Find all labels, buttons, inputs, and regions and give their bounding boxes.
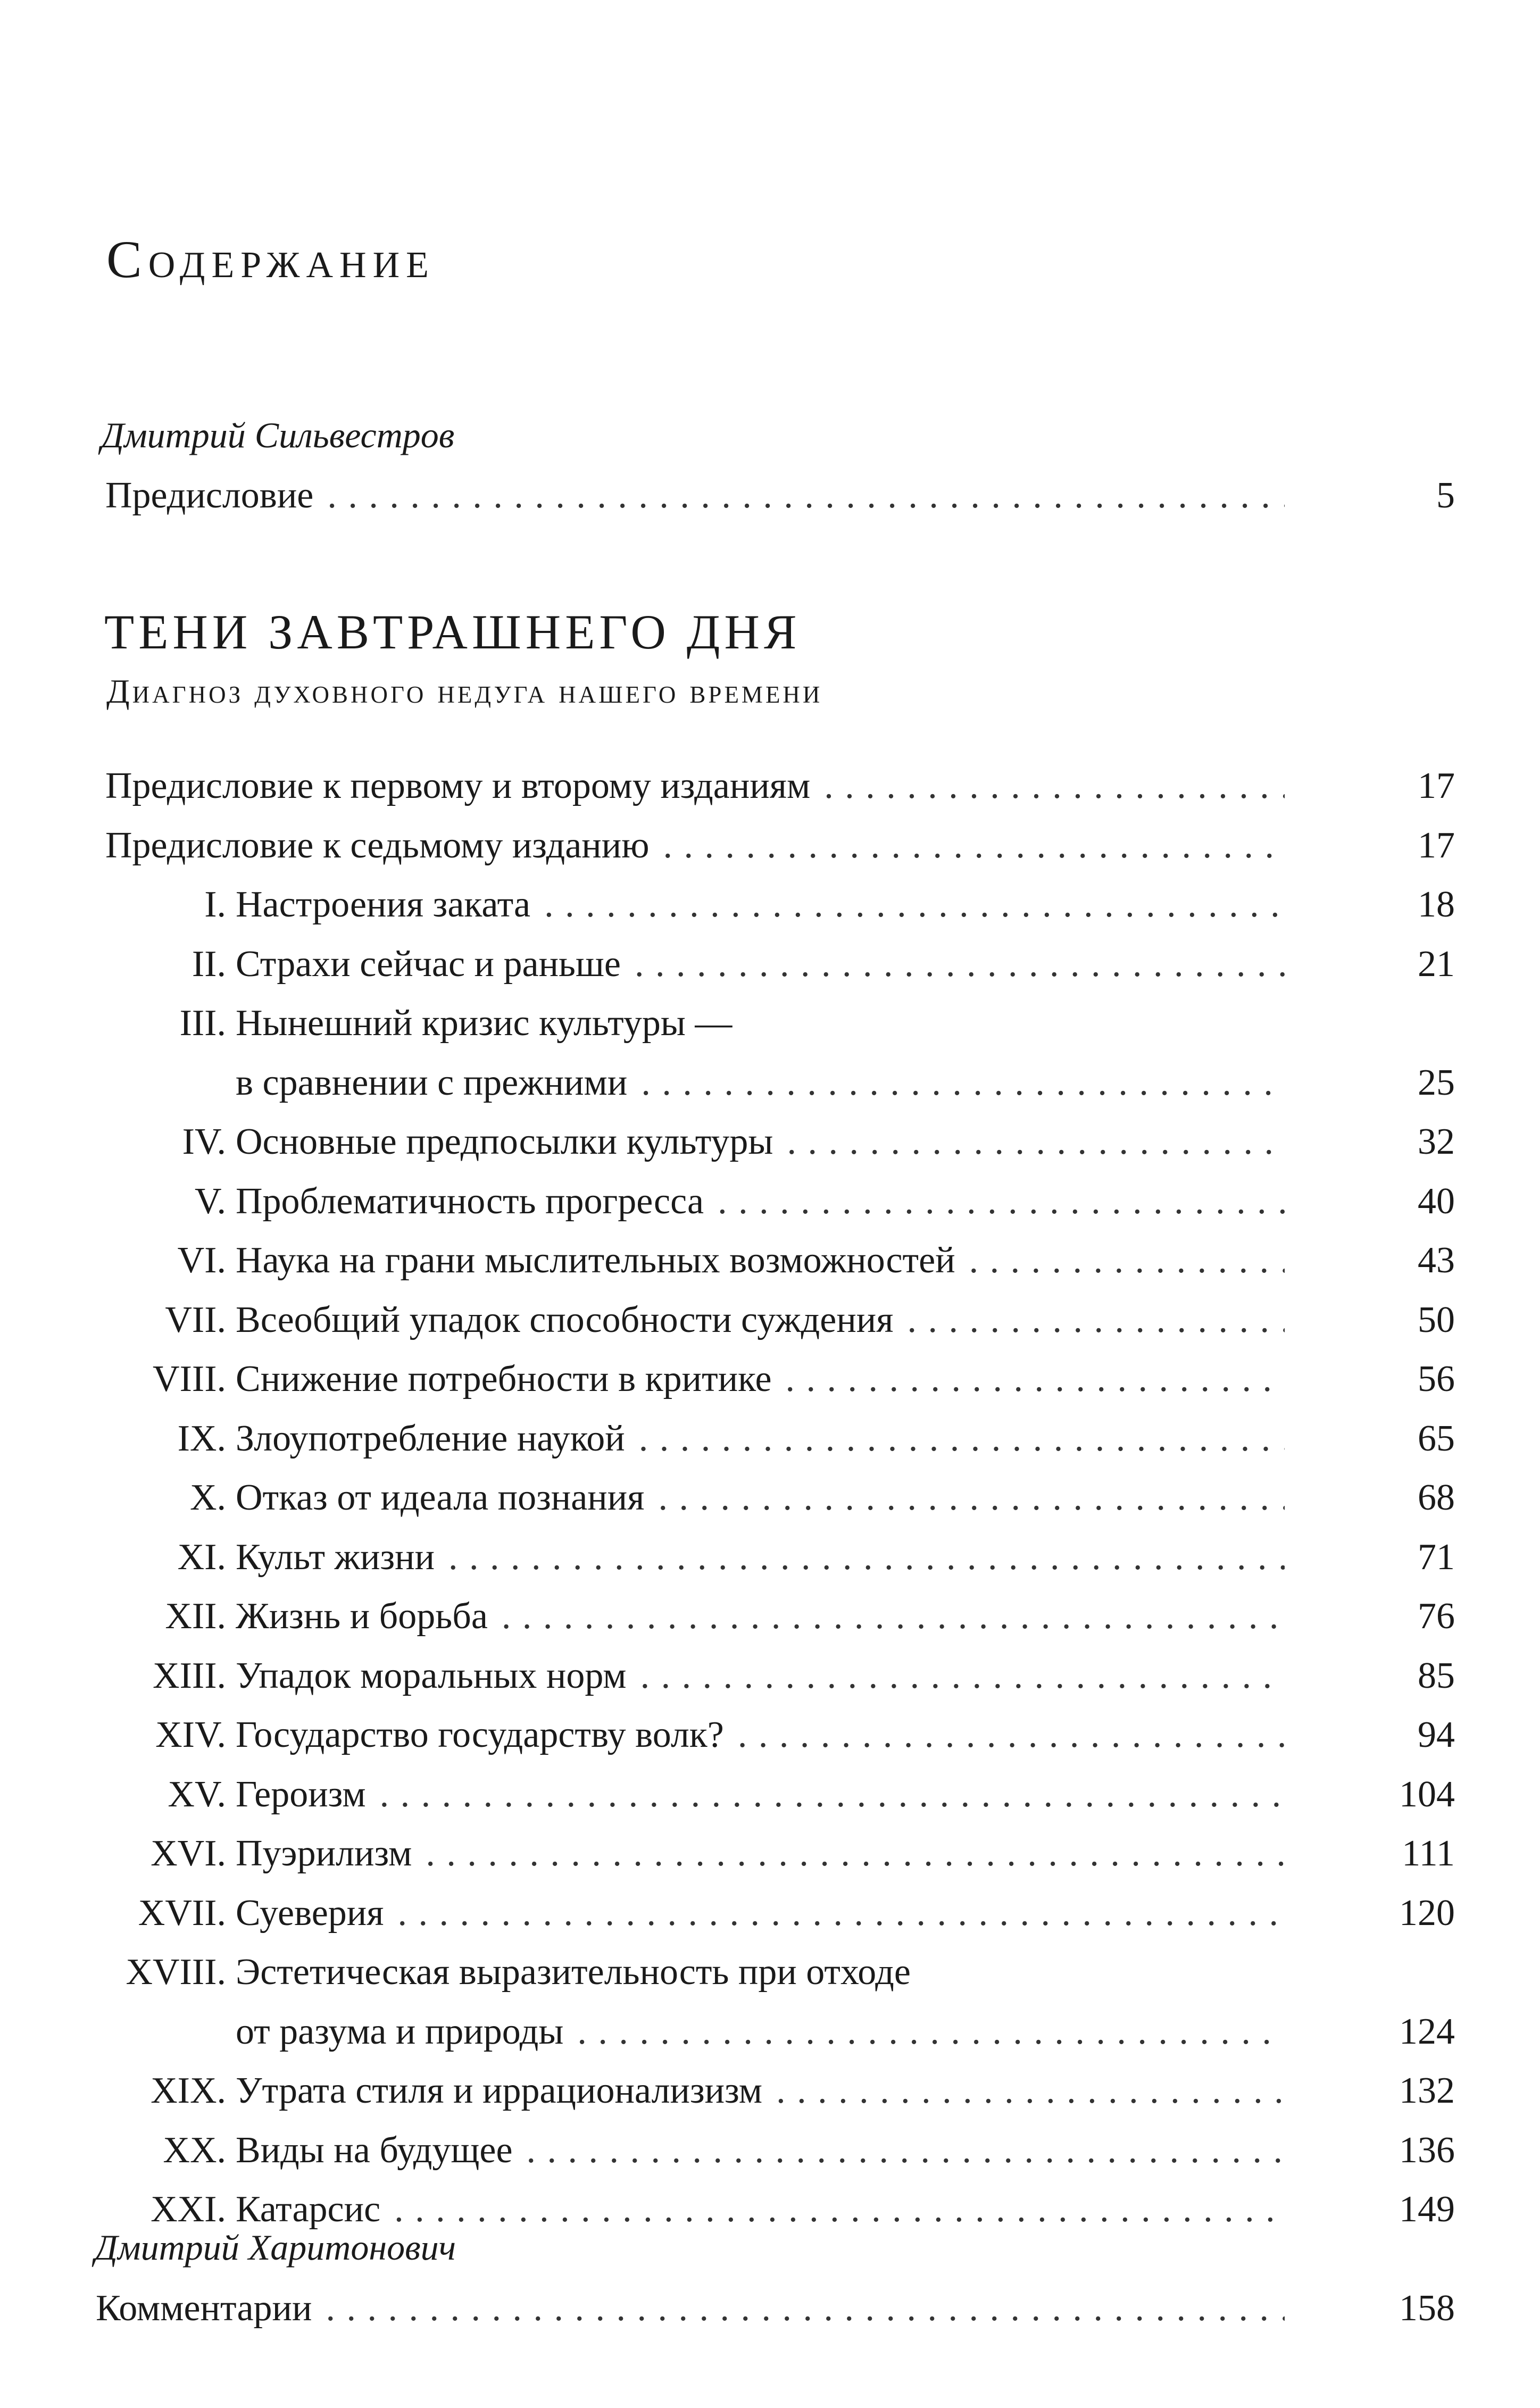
toc-entry[interactable]	[96, 1946, 1455, 1999]
toc-entry-page: 158	[1399, 2288, 1455, 2329]
toc-entry[interactable]	[96, 1827, 1455, 1880]
dot-leader	[656, 819, 1285, 872]
toc-entry-title: Утрата стиля и иррационализизм	[236, 2070, 763, 2111]
dot-leader	[633, 1649, 1285, 1703]
dot-leader	[372, 1768, 1285, 1821]
toc-entry-title: Предисловие к первому и второму изданиям	[105, 765, 811, 806]
toc-entry-title: Упадок моральных норм	[236, 1655, 627, 1696]
toc-entry-title: Всеобщий упадок способности суждения	[236, 1299, 894, 1340]
toc-entry[interactable]	[96, 938, 1455, 991]
dot-leader	[778, 1353, 1285, 1406]
chapter-number: XII.	[165, 1596, 226, 1637]
toc-entry-page: 94	[1418, 1714, 1455, 1755]
chapter-number: XVII.	[138, 1893, 226, 1934]
toc-entry[interactable]	[96, 1471, 1455, 1524]
section-subtitle: Диагноз духовного недуга нашего времени	[106, 672, 823, 710]
toc-entry-page: 21	[1418, 944, 1455, 985]
dot-leader	[962, 1234, 1285, 1287]
commentary-author: Дмитрий Харитонович	[95, 2227, 456, 2268]
dot-leader	[730, 1709, 1285, 1762]
toc-entry[interactable]	[105, 819, 1455, 872]
dot-leader	[900, 1294, 1285, 1347]
chapter-number: XX.	[163, 2130, 226, 2171]
toc-entry-title: Эстетическая выразительность при отходе	[236, 1952, 911, 1993]
toc-entry-page: 50	[1418, 1299, 1455, 1340]
toc-entry[interactable]	[96, 1234, 1455, 1287]
toc-entry-page: 104	[1399, 1774, 1455, 1815]
toc-entry-page: 65	[1418, 1418, 1455, 1459]
chapter-number: IV.	[182, 1121, 226, 1162]
chapter-number: VI.	[177, 1240, 226, 1281]
toc-entry-title: Пуэрилизм	[236, 1833, 412, 1874]
chapter-number: XIX.	[151, 2070, 226, 2111]
dot-leader	[651, 1471, 1285, 1524]
dot-leader	[418, 1827, 1285, 1880]
chapter-number: I.	[204, 884, 226, 925]
toc-entry-title: Проблематичность прогресса	[236, 1181, 704, 1222]
dot-leader	[634, 1056, 1285, 1110]
toc-entry[interactable]	[96, 1531, 1455, 1584]
toc-entry[interactable]	[96, 2064, 1455, 2118]
toc-entry-title: Основные предпосылки культуры	[236, 1121, 773, 1162]
toc-entry-page: 43	[1418, 1240, 1455, 1281]
toc-entry[interactable]	[96, 1887, 1455, 1940]
toc-entry-page: 17	[1418, 825, 1455, 866]
toc-entry[interactable]	[96, 2124, 1455, 2177]
toc-entry-title: Государство государству волк?	[236, 1714, 724, 1755]
toc-entry-title: Культ жизни	[236, 1537, 435, 1578]
toc-entry[interactable]	[96, 1294, 1455, 1347]
toc-entry-page: 40	[1418, 1181, 1455, 1222]
toc-entry-title: Предисловие к седьмому изданию	[105, 825, 650, 866]
toc-entry[interactable]	[96, 997, 1455, 1050]
chapter-number: IX.	[177, 1418, 226, 1459]
toc-entry-page: 120	[1399, 1893, 1455, 1934]
toc-entry-title: в сравнении с прежними	[236, 1062, 628, 1103]
section-title: ТЕНИ ЗАВТРАШНЕГО ДНЯ	[104, 605, 801, 659]
toc-entry-page: 85	[1418, 1655, 1455, 1696]
toc-entry-page: 132	[1399, 2070, 1455, 2111]
toc-entry-title: Настроения заката	[236, 884, 531, 925]
chapter-number: XIV.	[155, 1714, 226, 1755]
toc-entry-title: Нынешний кризис культуры —	[236, 1003, 732, 1044]
chapter-number: II.	[192, 944, 226, 985]
toc-entry-page: 76	[1418, 1596, 1455, 1637]
chapter-number: XVIII.	[126, 1952, 226, 1993]
toc-entry-title: Героизм	[236, 1774, 366, 1815]
toc-entry-title: Жизнь и борьба	[236, 1596, 488, 1637]
preface-author: Дмитрий Сильвестров	[101, 415, 455, 455]
toc-entry-title: Отказ от идеала познания	[236, 1477, 645, 1518]
toc-entry-page: 32	[1418, 1121, 1455, 1162]
toc-entry-page: 149	[1399, 2189, 1455, 2230]
dot-leader	[769, 2064, 1285, 2118]
toc-entry[interactable]	[96, 1353, 1455, 1406]
chapter-number: XVI.	[151, 1833, 226, 1874]
toc-entry[interactable]	[96, 878, 1455, 931]
toc-entry[interactable]	[96, 1115, 1455, 1169]
chapter-number: III.	[179, 1003, 226, 1044]
toc-entry-page: 111	[1402, 1833, 1455, 1874]
toc-entry[interactable]	[96, 1590, 1455, 1643]
toc-entry-page: 136	[1399, 2130, 1455, 2171]
toc-entry[interactable]	[96, 1175, 1455, 1228]
toc-entry-title: Злоупотребление наукой	[236, 1418, 625, 1459]
toc-entry-page: 71	[1418, 1537, 1455, 1578]
dot-leader	[627, 938, 1285, 991]
chapter-number: XI.	[177, 1537, 226, 1578]
toc-entry-title: Катарсис	[236, 2189, 381, 2230]
toc-entry-title: Предисловие	[105, 475, 314, 516]
chapter-number: X.	[189, 1477, 226, 1518]
toc-entry-title: Снижение потребности в критике	[236, 1359, 772, 1399]
dot-leader	[318, 2282, 1285, 2335]
toc-entry-page: 25	[1418, 1062, 1455, 1103]
dot-leader	[570, 2005, 1285, 2059]
chapter-number: VIII.	[153, 1359, 226, 1399]
dot-leader	[779, 1115, 1285, 1169]
toc-entry-title: Наука на грани мыслительных возможностей	[236, 1240, 955, 1281]
dot-leader	[519, 2124, 1285, 2177]
toc-entry[interactable]	[96, 1768, 1455, 1821]
toc-entry-page: 5	[1436, 475, 1455, 516]
dot-leader	[631, 1412, 1285, 1465]
toc-entry[interactable]	[96, 1649, 1455, 1703]
dot-leader	[387, 2183, 1285, 2236]
toc-entry[interactable]	[105, 760, 1455, 813]
toc-entry[interactable]	[96, 1709, 1455, 1762]
chapter-number: V.	[194, 1181, 226, 1222]
toc-entry-title: Виды на будущее	[236, 2130, 513, 2171]
toc-entry-title: Комментарии	[96, 2288, 312, 2329]
dot-leader	[441, 1531, 1285, 1584]
dot-leader	[537, 878, 1285, 931]
dot-leader	[817, 760, 1285, 813]
toc-entry-title: Страхи сейчас и раньше	[236, 944, 621, 985]
chapter-number: XV.	[168, 1774, 226, 1815]
toc-entry-page: 124	[1399, 2011, 1455, 2052]
toc-entry-preface[interactable]	[105, 469, 1455, 522]
chapter-number: XIII.	[153, 1655, 226, 1696]
page-title: Содержание	[106, 230, 435, 289]
dot-leader	[494, 1590, 1285, 1643]
toc-entry[interactable]	[96, 1412, 1455, 1465]
chapter-number: XXI.	[151, 2189, 226, 2230]
chapter-number: VII.	[165, 1299, 226, 1340]
toc-entry-title: от разума и природы	[236, 2011, 564, 2052]
dot-leader	[710, 1175, 1285, 1228]
toc-entry[interactable]	[96, 2005, 1455, 2059]
toc-entry[interactable]	[96, 1056, 1455, 1110]
dot-leader	[390, 1887, 1285, 1940]
dot-leader	[320, 469, 1285, 522]
toc-entry-page: 56	[1418, 1359, 1455, 1399]
toc-entry-page: 18	[1418, 884, 1455, 925]
toc-entry-title: Суеверия	[236, 1893, 384, 1934]
toc-entry-commentary[interactable]	[96, 2282, 1455, 2335]
toc-entry-page: 17	[1418, 765, 1455, 806]
toc-entry-page: 68	[1418, 1477, 1455, 1518]
